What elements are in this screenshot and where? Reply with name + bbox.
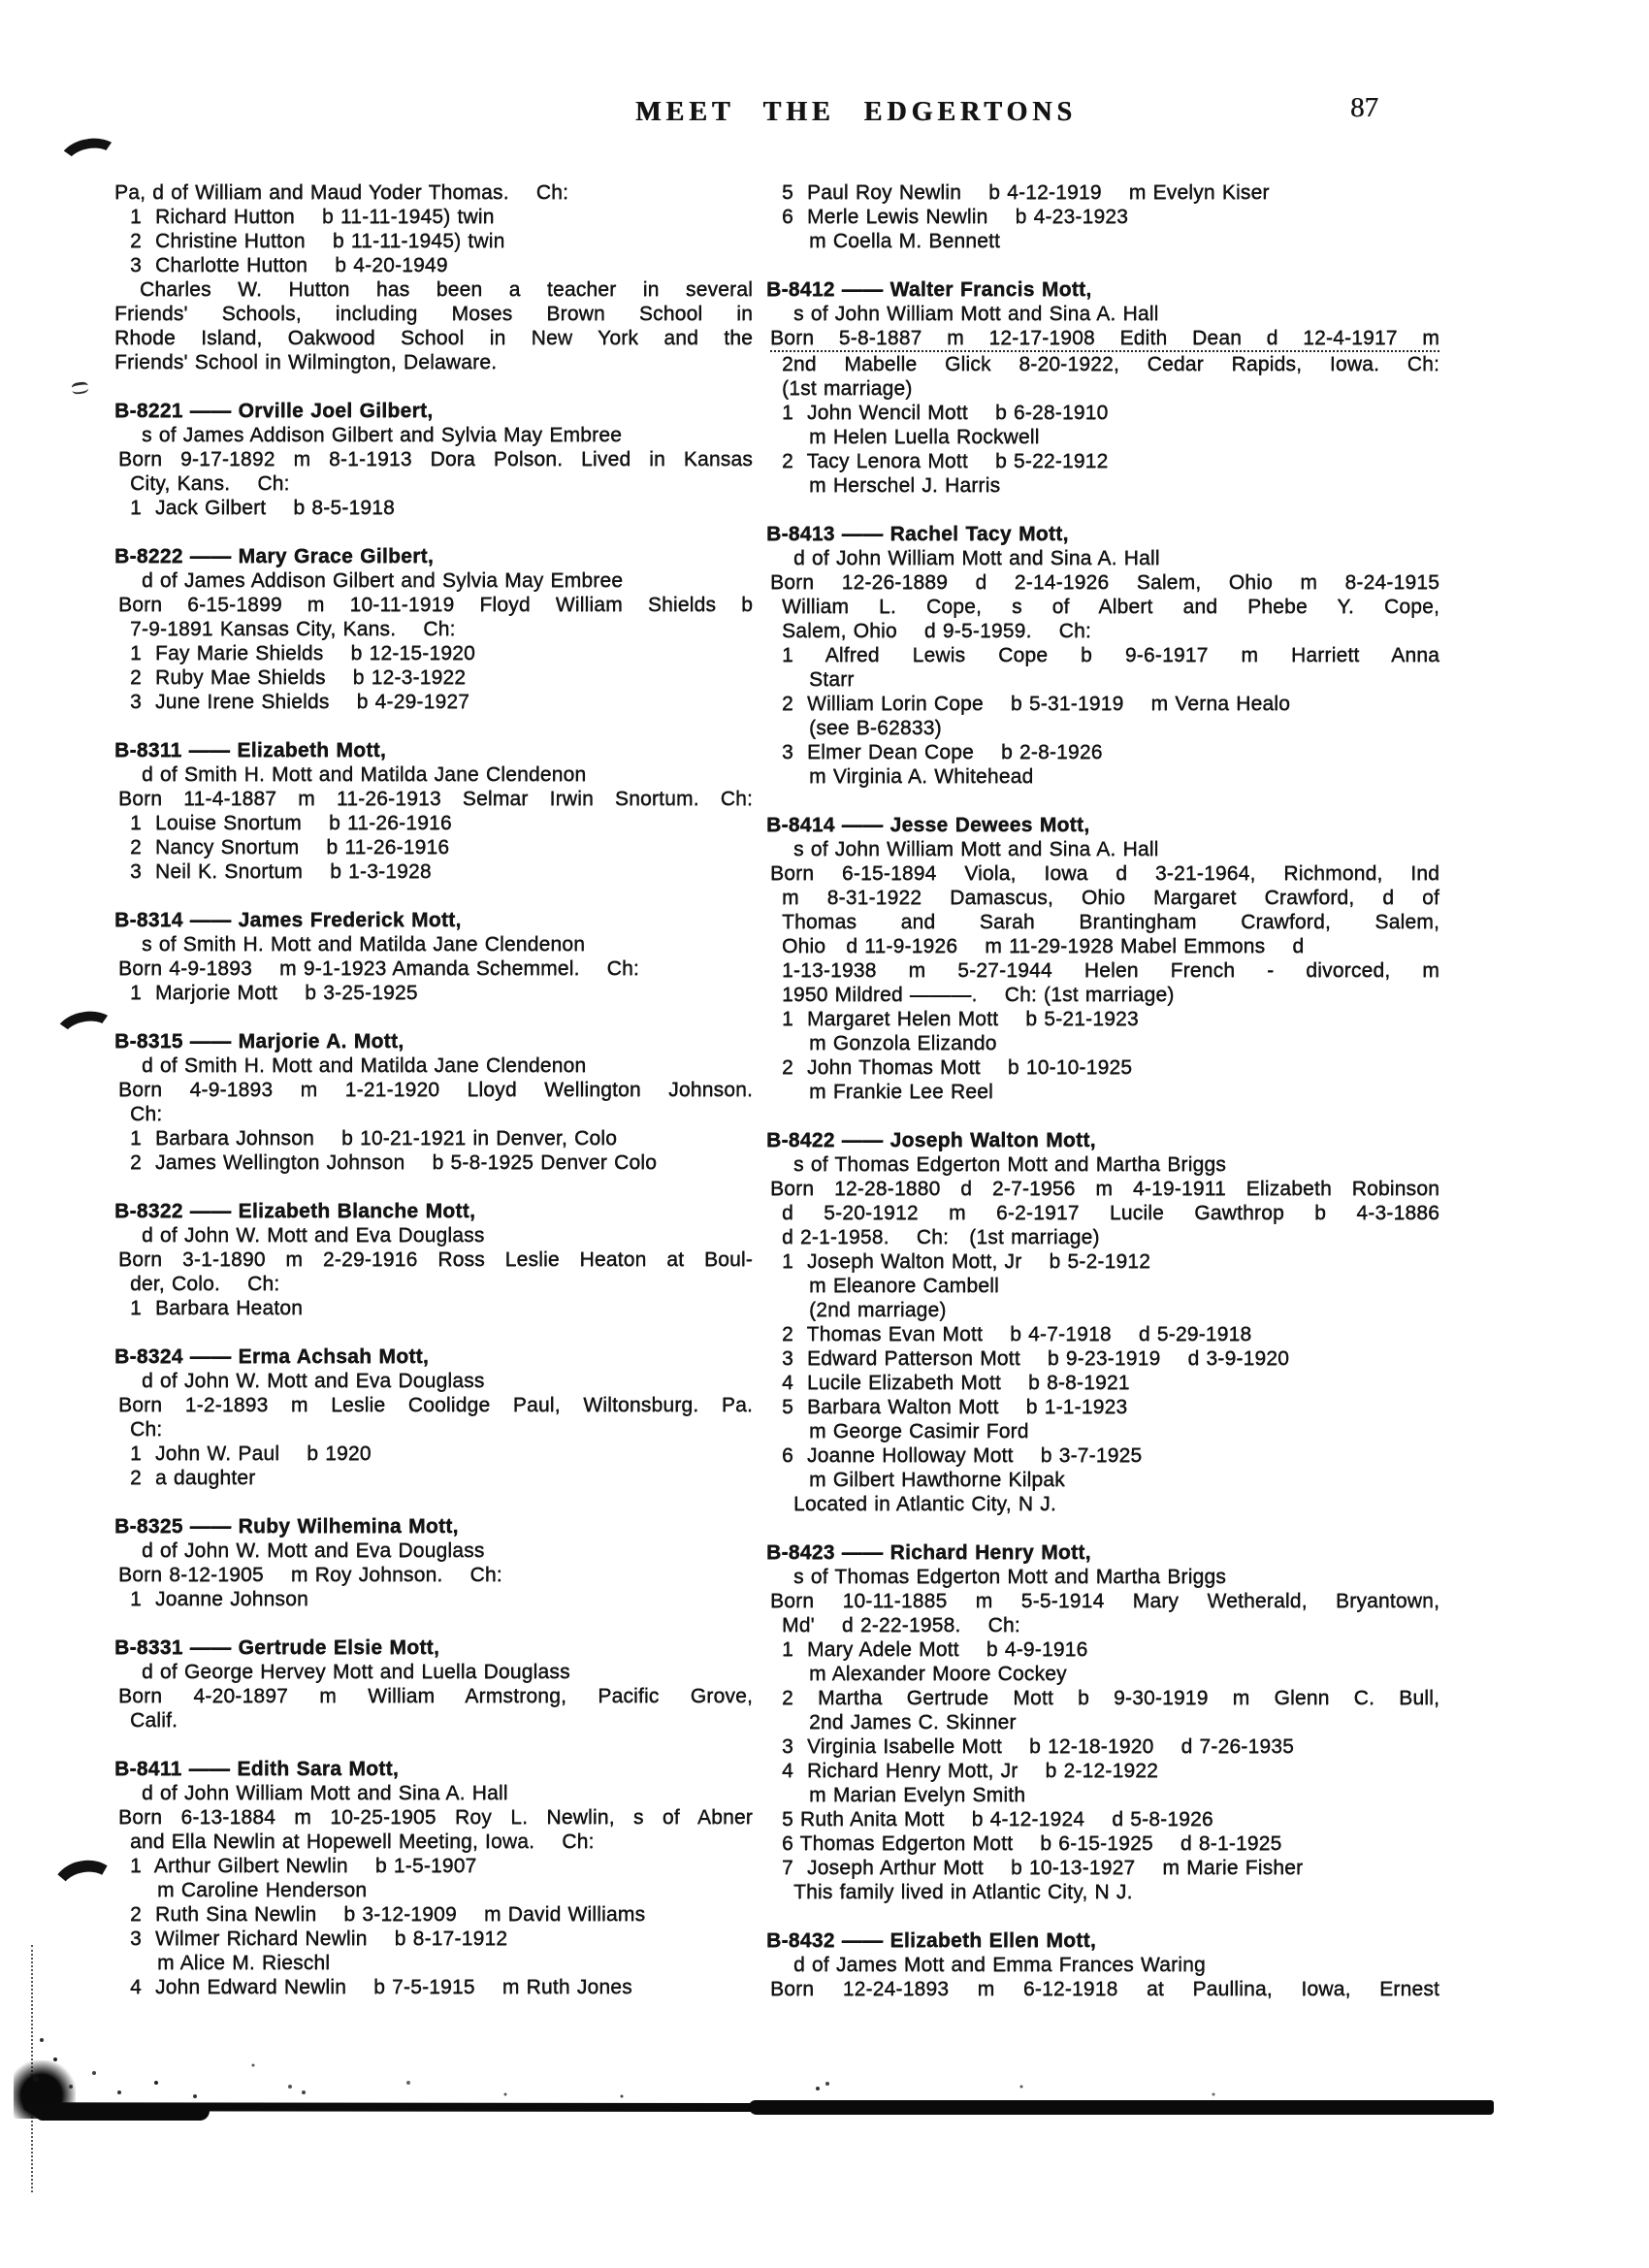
text-line: 2 Ruth Sina Newlin b 3-12-1909 m David Williams	[130, 1903, 646, 1926]
entry-b8325	[114, 1514, 753, 1611]
entry-heading: B-8423 —— Richard Henry Mott,	[766, 1541, 1091, 1564]
text-line: d of James Addison Gilbert and Sylvia May Embree	[142, 569, 624, 592]
text-line: Pa, d of William and Maud Yoder Thomas. Ch:	[114, 181, 569, 204]
text-line: 2 Nancy Snortum b 11-26-1916	[130, 836, 450, 859]
text-line: Born 8-12-1905 m Roy Johnson. Ch:	[118, 1564, 502, 1586]
entry-heading: B-8314 —— James Frederick Mott,	[114, 909, 462, 931]
text-line: m Marian Evelyn Smith	[809, 1784, 1026, 1806]
text-line: 2 Ruby Mae Shields b 12-3-1922	[130, 666, 467, 689]
text-line: 1 Joanne Johnson	[130, 1588, 308, 1610]
text-line: William L. Cope, s of Albert and Phebe Y. Cope,	[782, 596, 1439, 618]
text-line: m Herschel J. Harris	[809, 474, 1001, 497]
text-line: 6 Merle Lewis Newlin b 4-23-1923	[782, 206, 1129, 228]
text-line: 1 Joseph Walton Mott, Jr b 5-2-1912	[782, 1250, 1151, 1273]
text-line: 2 John Thomas Mott b 10-10-1925	[782, 1056, 1133, 1079]
text-line: Friends' School in Wilmington, Delaware.	[114, 351, 498, 373]
text-line: Rhode Island, Oakwood School in New York and the	[114, 327, 753, 349]
text-line: d of James Mott and Emma Frances Waring	[793, 1954, 1206, 1976]
entry-heading: B-8432 —— Elizabeth Ellen Mott,	[766, 1929, 1097, 1952]
text-line: 3 Edward Patterson Mott b 9-23-1919 d 3-9-1920	[782, 1347, 1290, 1370]
text-line: 1 Barbara Heaton	[130, 1297, 304, 1319]
entry-b8414	[766, 813, 1439, 1104]
text-line: Born 5-8-1887 m 12-17-1908 Edith Dean d 12-4-1917 m	[770, 326, 1439, 352]
entry-b8324	[114, 1345, 753, 1490]
text-line: 1 Margaret Helen Mott b 5-21-1923	[782, 1008, 1139, 1030]
text-line: 2 Thomas Evan Mott b 4-7-1918 d 5-29-1918	[782, 1323, 1252, 1345]
text-line: Born 9-17-1892 m 8-1-1913 Dora Polson. Lived in Kansas	[118, 448, 753, 470]
text-line: 2 a daughter	[130, 1467, 256, 1489]
text-line: s of Thomas Edgerton Mott and Martha Briggs	[793, 1153, 1226, 1176]
text-line: m George Casimir Ford	[809, 1420, 1029, 1442]
text-line: d of Smith H. Mott and Matilda Jane Clendenon	[142, 1054, 587, 1077]
entry-b8315	[114, 1029, 753, 1175]
text-line: Born 4-20-1897 m William Armstrong, Pacific Grove,	[118, 1685, 753, 1707]
text-line: 1 Mary Adele Mott b 4-9-1916	[782, 1638, 1088, 1661]
entry-b8322	[114, 1199, 753, 1320]
entry-heading: B-8322 —— Elizabeth Blanche Mott,	[114, 1200, 476, 1222]
text-line: 2 James Wellington Johnson b 5-8-1925 Denver Colo	[130, 1151, 658, 1174]
text-line: 3 Neil K. Snortum b 1-3-1928	[130, 860, 432, 883]
text-line: Born 3-1-1890 m 2-29-1916 Ross Leslie Heaton at Boul-	[118, 1248, 753, 1271]
text-line: 4 Richard Henry Mott, Jr b 2-12-1922	[782, 1760, 1158, 1782]
text-line: 1 Jack Gilbert b 8-5-1918	[130, 497, 395, 519]
text-line: 7-9-1891 Kansas City, Kans. Ch:	[130, 618, 456, 640]
text-line: 5 Ruth Anita Mott b 4-12-1924 d 5-8-1926	[782, 1808, 1213, 1831]
text-line: 3 Wilmer Richard Newlin b 8-17-1912	[130, 1928, 508, 1950]
entry-b8221	[114, 399, 753, 520]
text-line: s of Thomas Edgerton Mott and Martha Briggs	[793, 1566, 1226, 1588]
text-line: m Gilbert Hawthorne Kilpak	[809, 1469, 1065, 1491]
text-line: 7 Joseph Arthur Mott b 10-13-1927 m Marie Fisher	[782, 1857, 1304, 1879]
text-line: 2 Martha Gertrude Mott b 9-30-1919 m Glenn C. Bull,	[782, 1687, 1439, 1709]
entry-b8222	[114, 544, 753, 714]
text-line: m Coella M. Bennett	[809, 230, 1001, 252]
entry-b8432	[766, 1928, 1439, 2001]
text-line: s of John William Mott and Sina A. Hall	[793, 838, 1159, 860]
text-line: 3 June Irene Shields b 4-29-1927	[130, 691, 470, 713]
text-line: m Helen Luella Rockwell	[809, 426, 1040, 448]
text-line: m Gonzola Elizando	[809, 1032, 997, 1054]
text-line: Born 12-24-1893 m 6-12-1918 at Paullina, Iowa, Ernest	[770, 1978, 1439, 2000]
text-line: (1st marriage)	[782, 377, 913, 400]
entry-heading: B-8325 —— Ruby Wilhemina Mott,	[114, 1515, 459, 1538]
text-line: Born 6-15-1894 Viola, Iowa d 3-21-1964, Richmond, Ind	[770, 862, 1439, 885]
text-line: (2nd marriage)	[809, 1299, 947, 1321]
text-line: 1 Louise Snortum b 11-26-1916	[130, 812, 452, 834]
text-line: Born 12-26-1889 d 2-14-1926 Salem, Ohio m 8-24-1915	[770, 571, 1439, 594]
entry-b8412	[766, 277, 1439, 498]
entry-heading: B-8414 —— Jesse Dewees Mott,	[766, 814, 1090, 836]
text-line: Thomas and Sarah Brantingham Crawford, Salem,	[782, 911, 1439, 933]
text-line: 1950 Mildred ———. Ch: (1st marriage)	[782, 984, 1175, 1006]
text-line: Friends' Schools, including Moses Brown School in	[114, 303, 753, 325]
entry-heading: B-8324 —— Erma Achsah Mott,	[114, 1345, 430, 1368]
page-title: MEET THE EDGERTONS	[635, 97, 1077, 127]
text-line: m Alice M. Rieschl	[157, 1952, 331, 1974]
text-line: 4 John Edward Newlin b 7-5-1915 m Ruth Jones	[130, 1976, 632, 1998]
text-line: Ch:	[130, 1103, 163, 1125]
text-line: 5 Paul Roy Newlin b 4-12-1919 m Evelyn Kiser	[782, 181, 1270, 204]
text-line: 1 Fay Marie Shields b 12-15-1920	[130, 642, 475, 664]
entry-heading: B-8222 —— Mary Grace Gilbert,	[114, 545, 434, 567]
text-line: Ohio d 11-9-1926 m 11-29-1928 Mabel Emmons d	[782, 935, 1305, 957]
text-line: Born 4-9-1893 m 1-21-1920 Lloyd Wellington Johnson.	[118, 1079, 753, 1101]
entry-heading: B-8411 —— Edith Sara Mott,	[114, 1758, 400, 1780]
pen-mark-squiggle-icon	[71, 381, 89, 395]
text-line: d of John W. Mott and Eva Douglass	[142, 1539, 485, 1562]
text-line: d of John W. Mott and Eva Douglass	[142, 1224, 485, 1247]
pen-mark-crescent-icon	[48, 1856, 122, 1919]
entry-heading: B-8412 —— Walter Francis Mott,	[766, 278, 1092, 301]
text-line: 1 Arthur Gilbert Newlin b 1-5-1907	[130, 1855, 477, 1877]
entry-heading: B-8413 —— Rachel Tacy Mott,	[766, 523, 1069, 545]
text-line: d of John W. Mott and Eva Douglass	[142, 1370, 485, 1392]
text-line: m Caroline Henderson	[157, 1879, 368, 1901]
page-number: 87	[1350, 92, 1378, 123]
text-line: Calif.	[130, 1709, 178, 1732]
pen-mark-crescent-icon	[51, 1007, 122, 1062]
text-line: m Frankie Lee Reel	[809, 1081, 993, 1103]
text-line: 1 Marjorie Mott b 3-25-1925	[130, 982, 418, 1004]
text-line: Starr	[809, 668, 855, 691]
text-line: 1 John Wencil Mott b 6-28-1910	[782, 402, 1109, 424]
text-line: Born 11-4-1887 m 11-26-1913 Selmar Irwin Snortum. Ch:	[118, 788, 753, 810]
text-line: d of John William Mott and Sina A. Hall	[793, 547, 1160, 569]
entry-b8314	[114, 908, 753, 1005]
text-line: s of James Addison Gilbert and Sylvia May Embree	[142, 424, 622, 446]
text-line: Born 12-28-1880 d 2-7-1956 m 4-19-1911 Elizabeth Robinson	[770, 1178, 1439, 1200]
text-line: m 8-31-1922 Damascus, Ohio Margaret Crawford, d of	[782, 887, 1439, 909]
text-line: 2 Christine Hutton b 11-11-1945) twin	[130, 230, 505, 252]
text-line: 4 Lucile Elizabeth Mott b 8-8-1921	[782, 1372, 1130, 1394]
text-line: 6 Joanne Holloway Mott b 3-7-1925	[782, 1444, 1143, 1467]
entry-heading: B-8315 —— Marjorie A. Mott,	[114, 1030, 404, 1053]
text-line: Charles W. Hutton has been a teacher in several	[140, 278, 753, 301]
right-column	[766, 180, 1439, 2001]
text-line: s of Smith H. Mott and Matilda Jane Clendenon	[142, 933, 586, 956]
text-line: Born 10-11-1885 m 5-5-1914 Mary Wetherald, Bryantown,	[770, 1590, 1439, 1612]
text-line: d of Smith H. Mott and Matilda Jane Clendenon	[142, 763, 587, 786]
text-line: 2nd Mabelle Glick 8-20-1922, Cedar Rapids, Iowa. Ch:	[782, 353, 1439, 375]
text-line: Salem, Ohio d 9-5-1959. Ch:	[782, 620, 1091, 642]
entry-b8311	[114, 738, 753, 884]
entry-heading: B-8311 —— Elizabeth Mott,	[114, 739, 387, 761]
text-line: der, Colo. Ch:	[130, 1273, 280, 1295]
text-line: Born 4-9-1893 m 9-1-1923 Amanda Schemmel. Ch:	[118, 957, 639, 980]
entry-continuation-newlin	[766, 180, 1439, 253]
entry-b8411	[114, 1757, 753, 1999]
text-line: Born 6-13-1884 m 10-25-1905 Roy L. Newlin, s of Abner	[118, 1806, 753, 1829]
entry-heading: B-8331 —— Gertrude Elsie Mott,	[114, 1636, 440, 1659]
entry-b8413	[766, 522, 1439, 789]
text-line: 1 John W. Paul b 1920	[130, 1442, 372, 1465]
text-line: 3 Virginia Isabelle Mott b 12-18-1920 d 7-26-1935	[782, 1735, 1294, 1758]
entry-b8423	[766, 1540, 1439, 1904]
scan-black-band	[749, 2100, 1494, 2115]
entry-b8422	[766, 1128, 1439, 1516]
text-line: Md' d 2-22-1958. Ch:	[782, 1614, 1020, 1636]
text-line: 6 Thomas Edgerton Mott b 6-15-1925 d 8-1-1925	[782, 1832, 1282, 1855]
text-line: 3 Elmer Dean Cope b 2-8-1926	[782, 741, 1103, 763]
text-line: 2nd James C. Skinner	[809, 1711, 1017, 1733]
text-line: Born 1-2-1893 m Leslie Coolidge Paul, Wiltonsburg. Pa.	[118, 1394, 753, 1416]
scan-speckle-noise	[0, 0, 2, 2]
text-line: d 2-1-1958. Ch: (1st marriage)	[782, 1226, 1100, 1248]
entry-heading: B-8422 —— Joseph Walton Mott,	[766, 1129, 1096, 1151]
entry-heading: B-8221 —— Orville Joel Gilbert,	[114, 400, 434, 422]
text-line: 2 William Lorin Cope b 5-31-1919 m Verna Healo	[782, 693, 1291, 715]
text-line: 5 Barbara Walton Mott b 1-1-1923	[782, 1396, 1128, 1418]
entry-b8331	[114, 1636, 753, 1733]
text-line: Born 6-15-1899 m 10-11-1919 Floyd William Shields b	[118, 594, 753, 616]
text-line: (see B-62833)	[809, 717, 942, 739]
text-line: 1 Alfred Lewis Cope b 9-6-1917 m Harriett Anna	[782, 644, 1439, 666]
left-column	[114, 180, 753, 1999]
text-line: m Virginia A. Whitehead	[809, 765, 1034, 788]
text-line: 3 Charlotte Hutton b 4-20-1949	[130, 254, 448, 276]
text-line: and Ella Newlin at Hopewell Meeting, Iowa. Ch:	[130, 1831, 595, 1853]
text-line: m Eleanore Cambell	[809, 1275, 999, 1297]
scan-black-band	[35, 2109, 210, 2121]
text-line: d of George Hervey Mott and Luella Douglass	[142, 1661, 570, 1683]
text-line: Located in Atlantic City, N J.	[793, 1493, 1056, 1515]
text-line: d 5-20-1912 m 6-2-1917 Lucile Gawthrop b 4-3-1886	[782, 1202, 1439, 1224]
text-line: s of John William Mott and Sina A. Hall	[793, 303, 1159, 325]
text-line: This family lived in Atlantic City, N J.	[793, 1881, 1133, 1903]
text-line: Ch:	[130, 1418, 163, 1441]
entry-continuation-hutton	[114, 180, 753, 374]
text-line: 1-13-1938 m 5-27-1944 Helen French - divorced, m	[782, 959, 1439, 982]
text-line: 2 Tacy Lenora Mott b 5-22-1912	[782, 450, 1109, 472]
text-line: d of John William Mott and Sina A. Hall	[142, 1782, 508, 1804]
text-line: 1 Richard Hutton b 11-11-1945) twin	[130, 206, 495, 228]
text-line: 1 Barbara Johnson b 10-21-1921 in Denver, Colo	[130, 1127, 617, 1150]
text-line: m Alexander Moore Cockey	[809, 1663, 1067, 1685]
text-line: City, Kans. Ch:	[130, 472, 290, 495]
